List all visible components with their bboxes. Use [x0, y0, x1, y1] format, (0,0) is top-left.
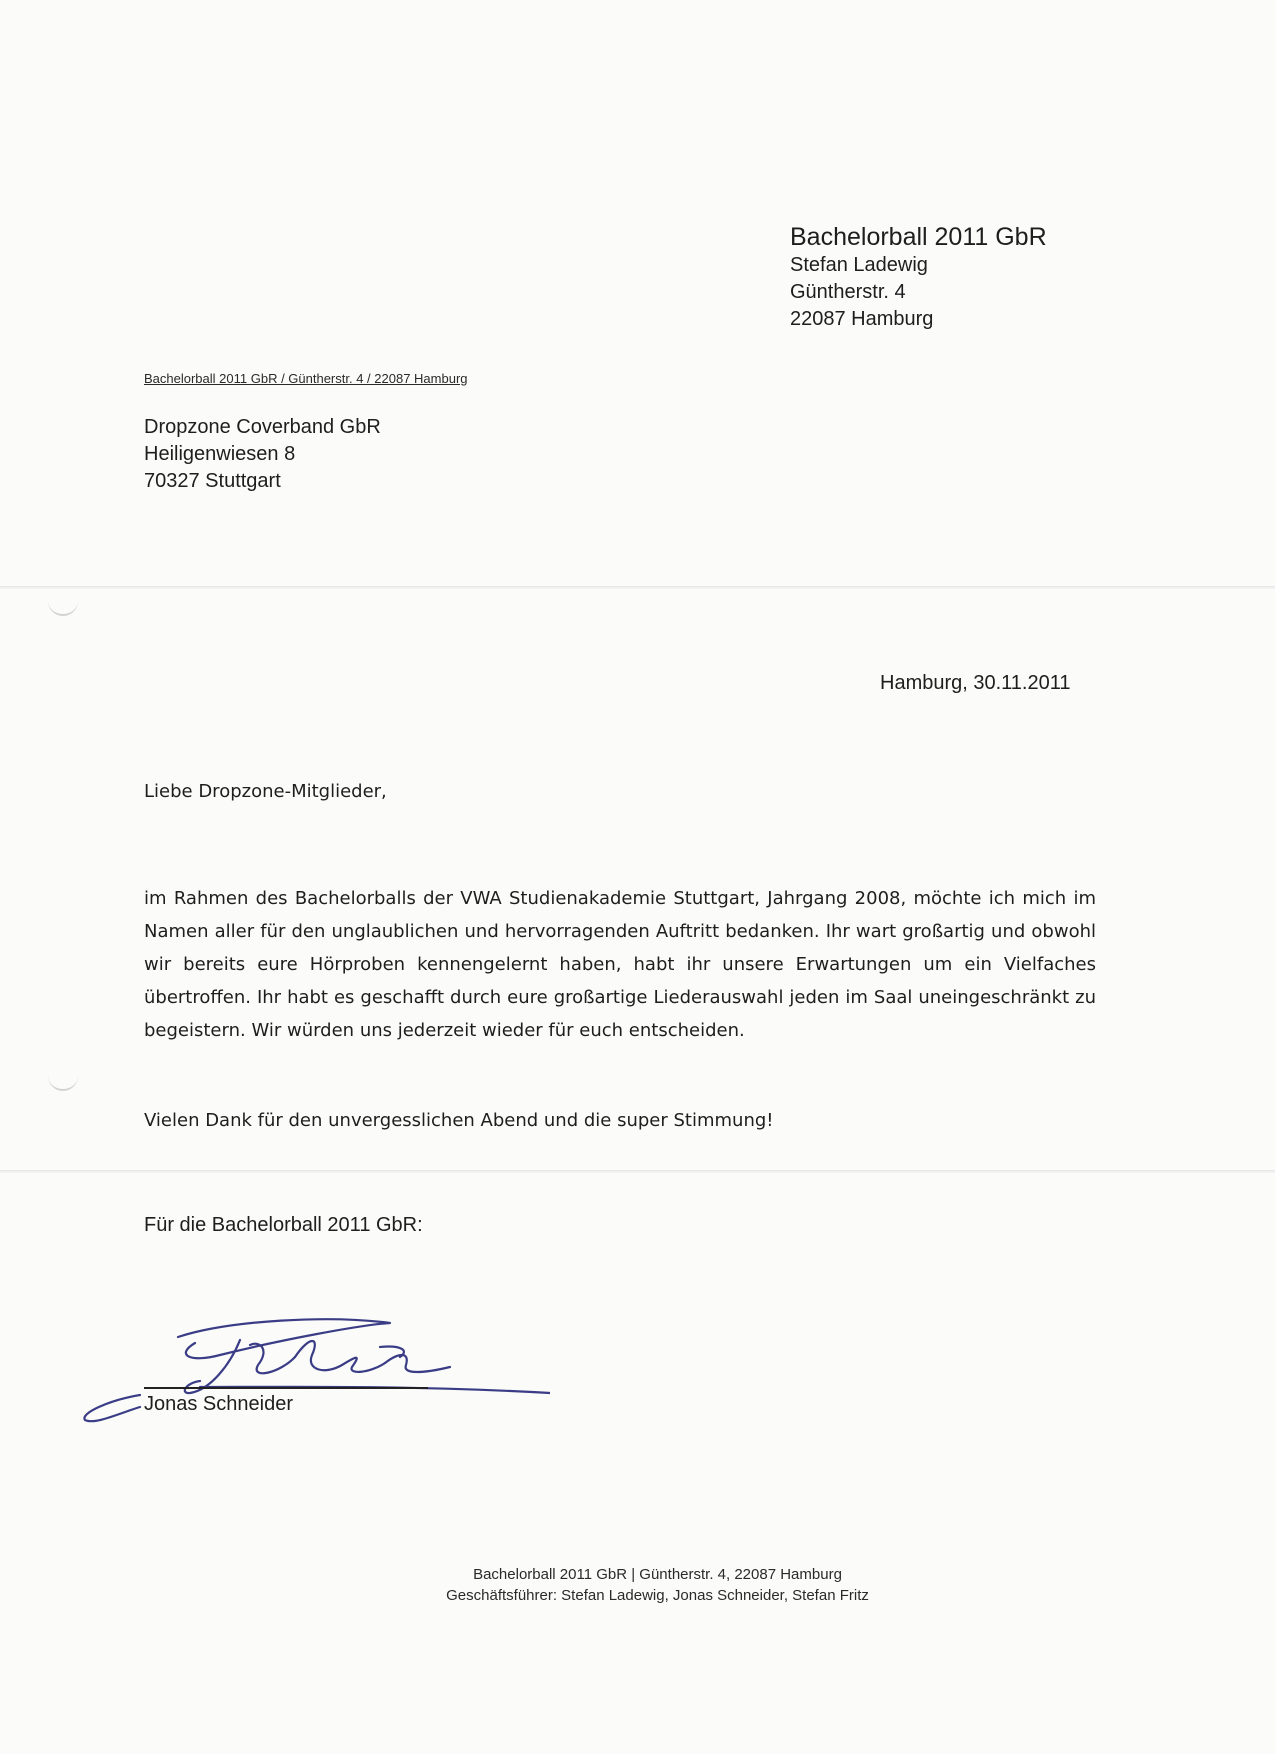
footer-address: Bachelorball 2011 GbR | Güntherstr. 4, 22087 Hamburg [473, 1566, 842, 1583]
paper-fold [0, 1170, 1275, 1173]
sender-name: Bachelorball 2011 GbR [790, 223, 1047, 251]
salutation: Liebe Dropzone-Mitglieder, [144, 781, 387, 802]
signer-name: Jonas Schneider [144, 1393, 293, 1415]
recipient-name: Dropzone Coverband GbR [144, 416, 381, 438]
sender-block [790, 222, 1047, 333]
date-line: Hamburg, 30.11.2011 [880, 672, 1071, 694]
signature-line [144, 1387, 428, 1389]
recipient-street: Heiligenwiesen 8 [144, 443, 296, 465]
footer-managers: Geschäftsführer: Stefan Ladewig, Jonas Schneider, Stefan Fritz [446, 1587, 869, 1604]
recipient-city: 70327 Stuttgart [144, 470, 281, 492]
punch-hole-mark [48, 1075, 78, 1091]
return-address-line: Bachelorball 2011 GbR / Güntherstr. 4 / 22087 Hamburg [144, 371, 468, 386]
paper-fold [0, 586, 1275, 589]
sender-city: 22087 Hamburg [790, 308, 934, 330]
recipient-block [144, 414, 381, 495]
letter-footer [0, 1564, 1275, 1606]
sender-contact: Stefan Ladewig [790, 254, 928, 276]
thanks-line: Vielen Dank für den unvergesslichen Abend und die super Stimmung! [144, 1110, 774, 1131]
closing-line: Für die Bachelorball 2011 GbR: [144, 1214, 423, 1236]
sender-street: Güntherstr. 4 [790, 281, 906, 303]
body-paragraph: im Rahmen des Bachelorballs der VWA Studienakademie Stuttgart, Jahrgang 2008, möchte ich mich im Namen aller für den unglaublichen und hervorragenden Auftritt bedanken. Ihr wart großartig und obwohl wir bereits eure Hörproben kennengelernt haben, habt ihr unsere Erwartungen um ein Vielfaches übertroffen. Ihr habt es geschafft durch eure großartige Liederauswahl jeden im Saal uneingeschränkt zu begeistern. Wir würden uns jederzeit wieder für euch entscheiden. [144, 888, 1096, 1041]
punch-hole-mark [48, 600, 78, 616]
